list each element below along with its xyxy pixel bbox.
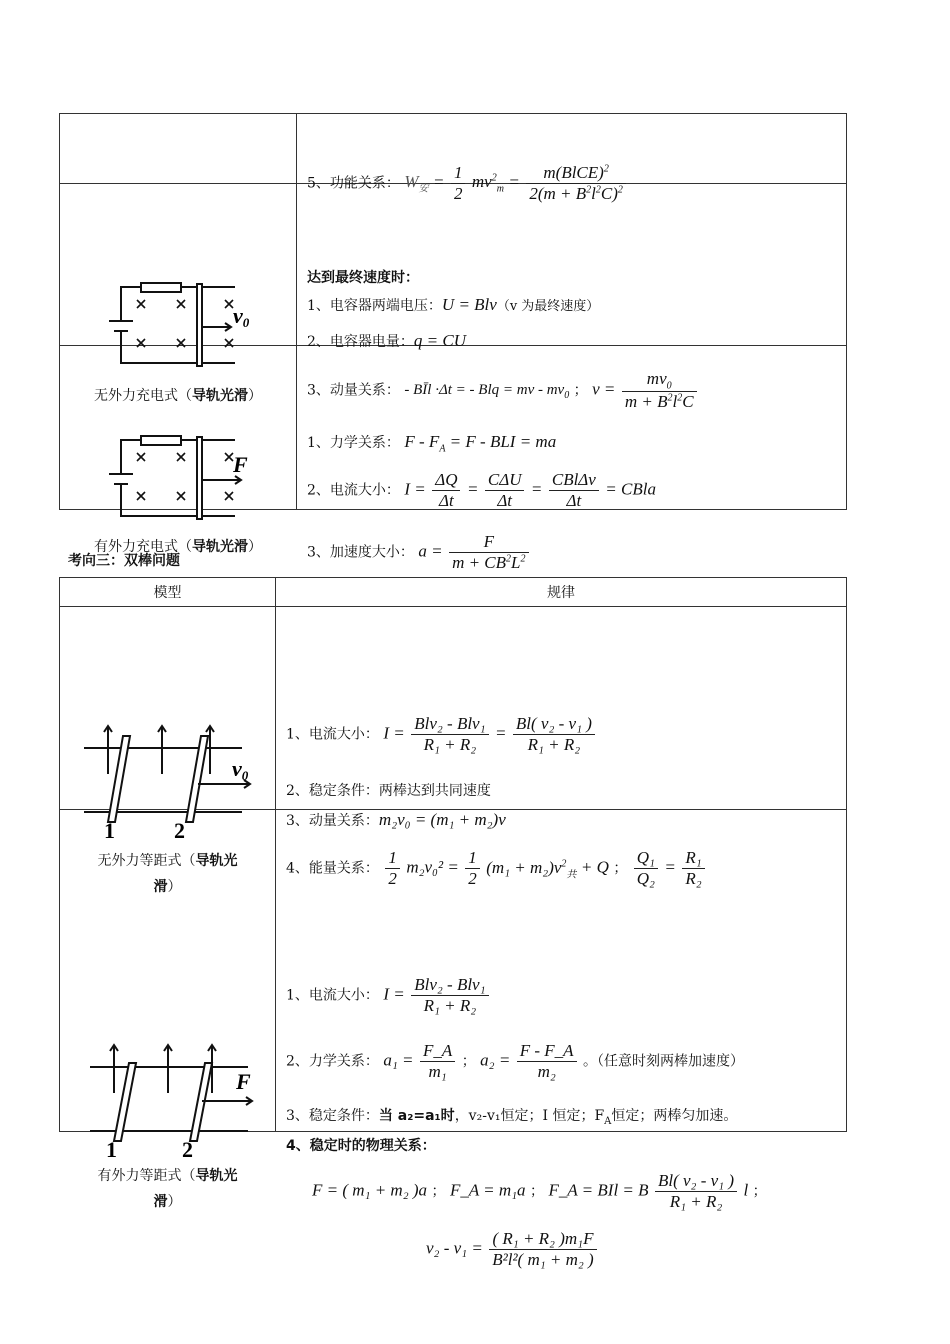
rule-line: 2、力学关系： a₁ = $\frac{F\_A}{\text{m₁}}$ ； a₂ = $\frac{F - F\_A}{\text{m₂}}$ 。（任意时刻两棒加速度） (286, 1040, 745, 1081)
fraction: $\frac{1}{2}$ (451, 163, 466, 204)
fraction: $\frac{\text{R₁}}{\text{R₂}}$ (682, 848, 704, 889)
rule-line: v₂ - v₁ = $\frac{\text{( R₁ + R₂ )m₁F}}{\text{B²l²( m₁ + m₂ )}}$ (426, 1229, 599, 1270)
model-cell (60, 346, 297, 555)
rule-line: 4、能量关系： $\frac{1}{2}$ m₂v₀² = $\frac{1}{2}$ $(m_1 + m_2)v^2_共 + Q$ ； $\frac{\text{Q₁}}{\text{Q₂}}$ = $\frac{\text{R₁}}{\text{R₂}}$ (286, 848, 707, 889)
rule-line: 1、电流大小： I = $\frac{\text{Blv₂ - Blv₁}}{\text{R₁ + R₂}}$ = $\frac{\text{Bl( v₂ - v₁ )}}{\text{R₁ + R₂}}$ (286, 714, 597, 755)
fraction: $\frac{\text{Bl( v₂ - v₁ )}}{\text{R₁ + R₂}}$ (513, 714, 595, 755)
rod-2-label: 2 (182, 1136, 193, 1158)
fraction: $\frac{\text{CΔU}}{\Delta t}$ (485, 470, 525, 511)
model-caption: 无外力等距式（导轨光 滑） (97, 853, 238, 895)
rule-label: 5、功能关系： (307, 175, 400, 191)
force-label: F (233, 451, 248, 477)
math-sub: 安 (418, 183, 429, 195)
fraction: $\frac{1}{2}$ (385, 848, 400, 889)
model-cell (60, 184, 297, 404)
fraction: $\frac{\text{Blv₂ - Blv₁}}{\text{R₁ + R₂}}$ (411, 714, 488, 755)
table-row (60, 607, 847, 810)
fraction: $\frac{\text{Bl( v₂ - v₁ )}}{\text{R₁ + R₂}}$ (655, 1171, 737, 1212)
fraction: $\frac{1}{2}$ (465, 848, 480, 889)
rule-line: 3、动量关系：m₂v₀ = (m₁ + m₂)v (286, 810, 506, 829)
empty-cell (60, 114, 297, 184)
velocity-label: v0 (232, 756, 249, 783)
double-rod-diagram (82, 714, 257, 839)
table-row (60, 114, 847, 184)
rod-2-label: 2 (174, 818, 185, 839)
fraction: $\frac{F\_A}{\text{m₁}}$ (420, 1041, 455, 1082)
fraction: $\frac{F}{m + CB^2L^2}$ (449, 532, 528, 573)
rule-line: 2、电流大小： I = $\frac{\Delta Q}{\Delta t}$ = $\frac{\text{CΔU}}{\Delta t}$ = $\frac{\text{CBlΔv}}{\Delta t}$ = CBla (307, 469, 656, 510)
rule-line: 2、稳定条件：两棒达到共同速度 (286, 783, 491, 799)
double-rod-force-diagram (88, 1033, 263, 1158)
rule-line: 3、加速度大小： a = $\frac{F}{m + CB^2L^2}$ (307, 532, 531, 573)
fraction: $\frac{m(BlCE)^2}{2(m + B^2l^2C)^2}$ (526, 163, 626, 204)
math-eq: = (433, 172, 445, 191)
fraction: $\frac{\Delta Q}{\Delta t}$ (432, 470, 460, 511)
math-eq: = (508, 172, 520, 191)
rule-line: 1、力学关系： $F - F_A = F$ - BLI = ma (307, 431, 557, 454)
header-model: 模型 (60, 578, 276, 607)
capacitor-circuit-diagram (105, 279, 265, 369)
model-cell (60, 607, 276, 895)
table-row (60, 184, 847, 346)
rule-cell (276, 607, 847, 888)
section-title: 考向三：双棒问题 (68, 553, 180, 569)
rule-line: 3、稳定条件：当 a₂=a₁时，v₂-v₁恒定；I 恒定；$F_A$恒定；两棒匀加速。 (286, 1107, 738, 1127)
model-caption: 有外力充电式（导轨光滑） (94, 538, 262, 555)
fraction: $\frac{\text{Q₁}}{\text{Q₂}}$ (634, 848, 658, 889)
model-caption: 无外力充电式（导轨光滑） (94, 387, 262, 404)
force-label: F (236, 1068, 251, 1094)
rule-line: 1、电容器两端电压：U = Blv（v 为最终速度） (307, 294, 600, 314)
rod-1-label: 1 (106, 1136, 117, 1158)
rule-line: 1、电流大小： I = $\frac{\text{Blv₂ - Blv₁}}{\text{R₁ + R₂}}$ (286, 975, 491, 1016)
rule-cell: 5、功能关系： $W_安$ = $\frac{1}{2}$ $mv^2_m$ = $\frac{m(BlCE)^2}{2(m + B^2l^2C)^2}$ (297, 114, 847, 184)
fraction: $\frac{\text{Blv₂ - Blv₁}}{\text{R₁ + R₂}}$ (411, 975, 488, 1016)
table-double-rod (59, 577, 847, 1269)
rod-1-label: 1 (104, 818, 115, 839)
math-symbol: W (404, 172, 419, 191)
fraction: $\frac{F - F\_A}{\text{m₂}}$ (517, 1041, 577, 1082)
rule-heading: 4、稳定时的物理关系： (286, 1137, 436, 1154)
fraction: $\frac{\text{( R₁ + R₂ )m₁F}}{\text{B²l²( m₁ + m₂ )}}$ (489, 1229, 596, 1270)
rule-line: F = ( m₁ + m₂ )a ； F_A = m₁a ； F_A = BIl = B $\frac{\text{Bl( v₂ - v₁ )}}{\text{R₁ + R₂}}$ l ； (312, 1170, 767, 1211)
rule-line: 2、电容器电量：q = CU (307, 330, 467, 350)
header-rule: 规律 (276, 578, 847, 607)
rule-heading: 达到最终速度时： (307, 269, 419, 286)
rule-cell (297, 184, 847, 411)
velocity-label: v0 (233, 302, 250, 330)
rule-line: 3、动量关系： - BĪl ·Δt = - Blq = mv - $mv_0$ ； v = $\frac{mv_0}{m + B^2l^2C}$ (307, 369, 699, 412)
math-text: mv (471, 172, 492, 191)
fraction: $\frac{mv_0}{m + B^2l^2C}$ (622, 369, 697, 412)
fraction: $\frac{\text{CBlΔv}}{\Delta t}$ (549, 470, 599, 511)
capacitor-circuit-force-diagram (105, 432, 265, 522)
table-header-row (60, 578, 847, 607)
model-caption: 有外力等距式（导轨光 滑） (97, 1167, 238, 1210)
